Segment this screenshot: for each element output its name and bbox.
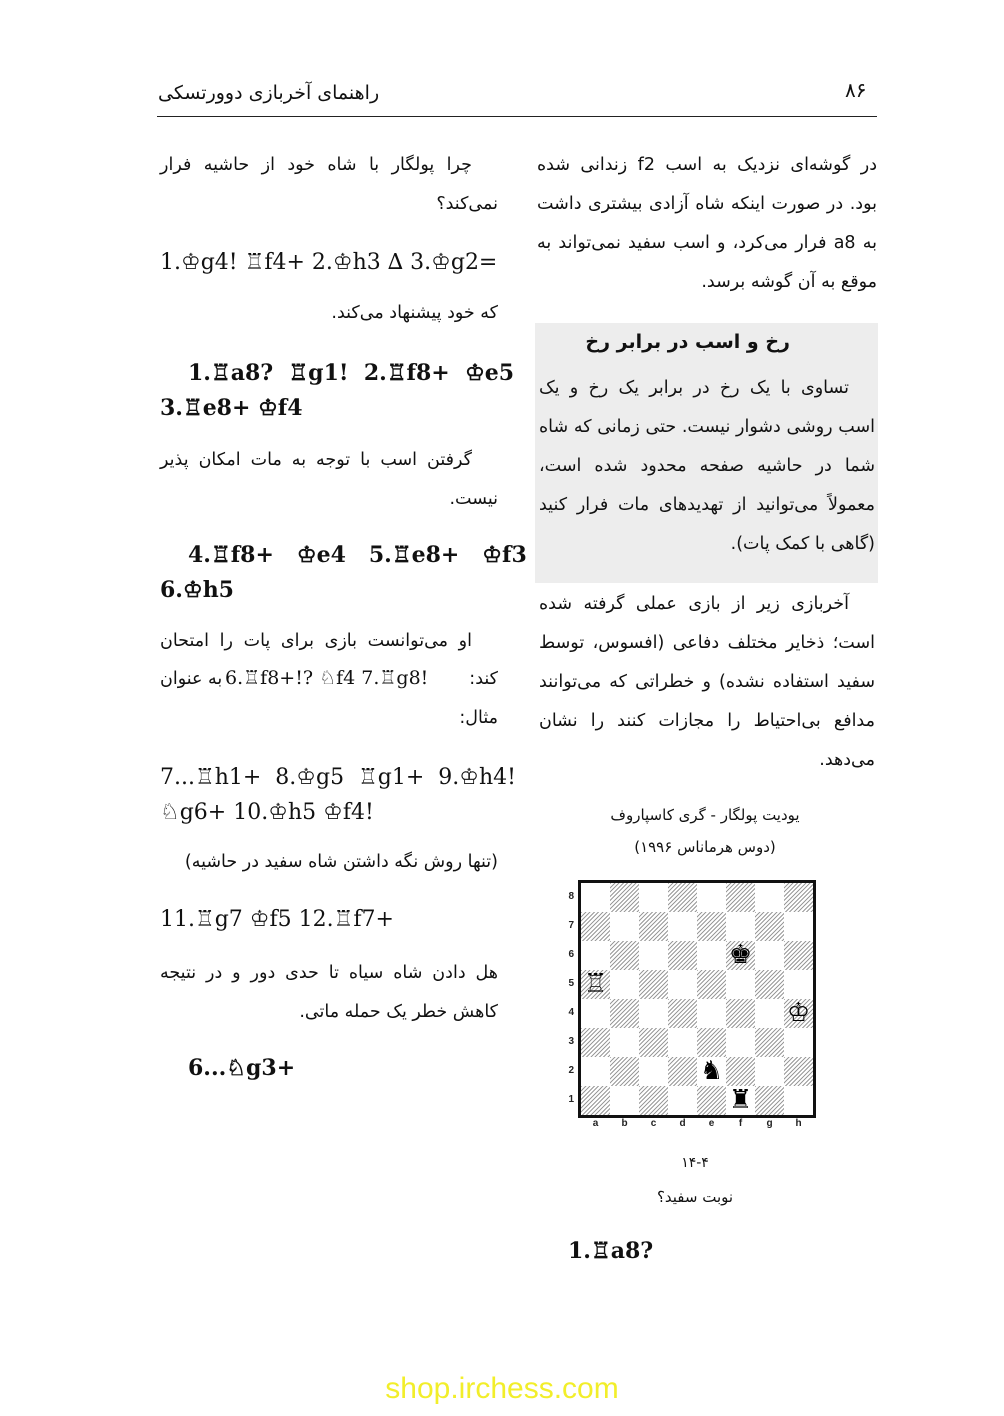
white-rook-piece: ♖	[583, 969, 608, 999]
file-label: f	[738, 1118, 743, 1129]
rank-label: 4	[568, 1007, 574, 1018]
note-3-fa-end: به عنوان	[160, 669, 223, 689]
board-square-a6	[581, 941, 610, 970]
board-square-b3	[610, 1028, 639, 1057]
main-line-2b: 3.♖e8+ ♔f4	[160, 395, 303, 421]
board-square-e4	[697, 999, 726, 1028]
black-knight-piece: ♞	[699, 1056, 724, 1086]
question-polgar	[160, 146, 498, 224]
board-square-d6	[668, 941, 697, 970]
box-line: تساوی با یک رخ در برابر یک رخ و یک	[539, 378, 849, 398]
chess-board	[578, 880, 816, 1118]
variation-line-4b: ♘g6+ 10.♔h5 ♔f4!	[160, 800, 374, 825]
main-line-3a: 4.♖f8+ ♔e4 5.♖e8+ ♔f3	[188, 542, 527, 568]
intro-paragraph	[537, 146, 877, 302]
note-2-line: نیست.	[449, 489, 498, 509]
board-square-c5	[639, 970, 668, 999]
running-title: راهنمای آخربازی دوورتسکی	[158, 82, 380, 104]
black-king-piece: ♚	[728, 940, 753, 970]
box-paragraph	[539, 369, 875, 564]
board-square-e7	[697, 912, 726, 941]
variation-line-4a: 7...♖h1+ 8.♔g5 ♖g1+ 9.♔h4!	[160, 765, 517, 790]
question-line: نمی‌کند؟	[436, 194, 498, 214]
box-line: (گاهی با کمک پات).	[730, 534, 875, 554]
practical-paragraph	[539, 585, 875, 780]
board-square-f5	[726, 970, 755, 999]
file-label: c	[650, 1118, 657, 1129]
file-label: h	[795, 1118, 802, 1129]
file-label: g	[766, 1118, 773, 1129]
intro-line: بود. در صورت اینکه شاه آزادی بیشتری داشت	[537, 194, 877, 214]
intro-line: در گوشه‌ای نزدیک به اسب f2 زندانی شده	[537, 155, 877, 175]
intro-line: موقع به آن گوشه برسد.	[701, 272, 877, 292]
intro-line: به a8 فرار می‌کرد، و اسب سفید نمی‌تواند به	[537, 233, 877, 253]
board-square-g2	[755, 1057, 784, 1086]
white-king-piece: ♔	[786, 998, 811, 1028]
board-square-h3	[784, 1028, 813, 1057]
board-square-g8	[755, 883, 784, 912]
board-square-d4	[668, 999, 697, 1028]
board-square-a8	[581, 883, 610, 912]
board-square-g1	[755, 1086, 784, 1115]
board-square-c1	[639, 1086, 668, 1115]
main-line-2a: 1.♖a8? ♖g1! 2.♖f8+ ♔e5	[188, 360, 515, 386]
board-square-a2	[581, 1057, 610, 1086]
note-3-line-1-wrap	[160, 622, 498, 661]
note-3-line: او می‌توانست بازی برای پات را امتحان	[160, 631, 472, 651]
rank-label: 8	[568, 891, 574, 902]
practical-line: است؛ ذخایر مختلف دفاعی (افسوس، توسط	[539, 633, 875, 653]
rank-label: 7	[568, 920, 574, 931]
rank-label: 5	[568, 978, 574, 989]
note-3-fa-start: کند:	[469, 669, 498, 689]
board-square-e1	[697, 1086, 726, 1115]
rank-label: 1	[568, 1094, 574, 1105]
box-line: شما در حاشیه صفحه محدود شده است،	[539, 456, 875, 476]
board-square-f4	[726, 999, 755, 1028]
board-square-d8	[668, 883, 697, 912]
box-heading: رخ و اسب در برابر رخ	[585, 331, 790, 353]
box-line: معمولاً می‌توانید از تهدیدهای مات فرار کنید	[539, 495, 875, 515]
board-square-a3	[581, 1028, 610, 1057]
board-square-c3	[639, 1028, 668, 1057]
board-square-b5	[610, 970, 639, 999]
question-line: چرا پولگار با شاه خود از حاشیه فرار	[160, 155, 472, 175]
practical-line: آخربازی زیر از بازی عملی گرفته شده	[539, 594, 849, 614]
board-square-g4	[755, 999, 784, 1028]
board-square-g3	[755, 1028, 784, 1057]
board-square-e8	[697, 883, 726, 912]
board-square-e3	[697, 1028, 726, 1057]
board-square-b4	[610, 999, 639, 1028]
board-square-b2	[610, 1057, 639, 1086]
board-square-h7	[784, 912, 813, 941]
diagram-to-move: نوبت سفید؟	[656, 1188, 734, 1206]
file-label: e	[708, 1118, 715, 1129]
practical-line: می‌دهد.	[819, 750, 875, 770]
file-label: b	[621, 1118, 628, 1129]
board-square-e5	[697, 970, 726, 999]
board-square-g6	[755, 941, 784, 970]
diagram-event: (دوس هرماناس ۱۹۹۶)	[634, 838, 776, 856]
board-square-h8	[784, 883, 813, 912]
question-2	[160, 954, 498, 1032]
board-square-d5	[668, 970, 697, 999]
board-square-c2	[639, 1057, 668, 1086]
question-2-line: هل دادن شاه سیاه تا حدی دور و در نتیجه	[160, 963, 498, 983]
note-2-line: گرفتن اسب با توجه به مات امکان پذیر	[160, 450, 472, 470]
note-3-line-3: مثال:	[459, 708, 498, 728]
final-move: 1.♖a8?	[568, 1238, 654, 1264]
file-label: a	[592, 1118, 599, 1129]
variation-line-5: 11.♖g7 ♔f5 12.♖f7+	[160, 907, 394, 932]
rank-label: 6	[568, 949, 574, 960]
board-square-e6	[697, 941, 726, 970]
board-square-c7	[639, 912, 668, 941]
board-square-d2	[668, 1057, 697, 1086]
board-square-b1	[610, 1086, 639, 1115]
black-rook-piece: ♜	[728, 1085, 753, 1115]
main-line-3b: 6.♔h5	[160, 577, 234, 603]
board-square-c8	[639, 883, 668, 912]
note-3-line-2	[160, 661, 498, 700]
board-square-f7	[726, 912, 755, 941]
note-1: که خود پیشنهاد می‌کند.	[331, 303, 498, 323]
diagram-players: یودیت پولگار - گری کاسپاروف	[610, 806, 800, 824]
page-number: ۸۶	[845, 78, 867, 102]
board-square-f8	[726, 883, 755, 912]
board-square-c6	[639, 941, 668, 970]
board-square-b6	[610, 941, 639, 970]
board-square-g7	[755, 912, 784, 941]
note-4: (تنها روش نگه داشتن شاه سفید در حاشیه)	[184, 852, 498, 872]
board-square-h2	[784, 1057, 813, 1086]
board-square-f3	[726, 1028, 755, 1057]
note-3-moves: 6.♖f8+!? ♘f4 7.♖g8!	[225, 667, 429, 689]
board-square-a1	[581, 1086, 610, 1115]
question-2-line: کاهش خطر یک حمله ماتی.	[299, 1002, 498, 1022]
board-square-a7	[581, 912, 610, 941]
board-square-h1	[784, 1086, 813, 1115]
board-square-b7	[610, 912, 639, 941]
diagram-number: ۱۴-۴	[681, 1155, 709, 1171]
rank-label: 3	[568, 1036, 574, 1047]
board-square-h5	[784, 970, 813, 999]
board-square-g5	[755, 970, 784, 999]
board-square-d1	[668, 1086, 697, 1115]
practical-line: مدافع بی‌احتیاط را مجازات کنند را نشان	[539, 711, 875, 731]
board-square-c4	[639, 999, 668, 1028]
variation-line-1: 1.♔g4! ♖f4+ 2.♔h3 ∆ 3.♔g2=	[160, 250, 498, 275]
board-square-d7	[668, 912, 697, 941]
watermark: shop.irchess.com	[385, 1372, 619, 1405]
file-label: d	[679, 1118, 686, 1129]
board-square-b8	[610, 883, 639, 912]
board-square-f2	[726, 1057, 755, 1086]
note-2	[160, 441, 498, 519]
board-square-a4	[581, 999, 610, 1028]
header-rule	[157, 116, 877, 117]
board-square-d3	[668, 1028, 697, 1057]
box-line: اسب روشی دشوار نیست. حتی زمانی که شاه	[539, 417, 875, 437]
rank-label: 2	[568, 1065, 574, 1076]
main-line-6: 6...♘g3+	[188, 1055, 296, 1081]
board-square-h6	[784, 941, 813, 970]
practical-line: سفید استفاده نشده) و خطراتی که می‌توانند	[539, 672, 875, 692]
